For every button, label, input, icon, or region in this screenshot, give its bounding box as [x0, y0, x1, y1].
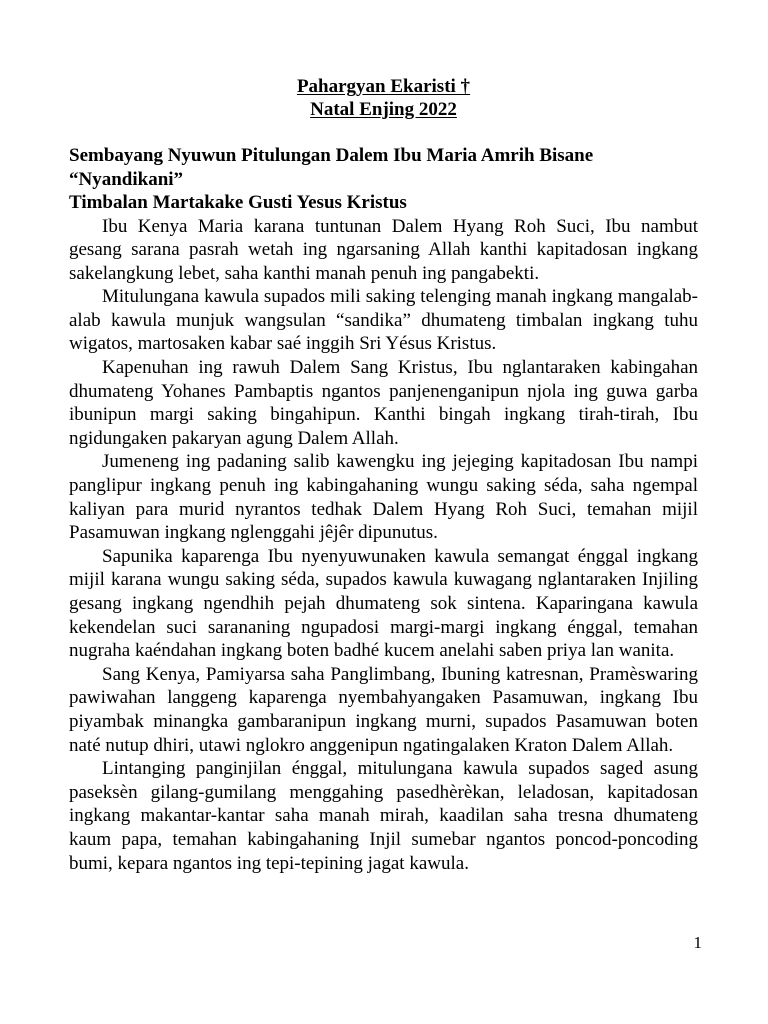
title-line-1: Pahargyan Ekaristi †	[296, 76, 471, 97]
paragraph-1: Ibu Kenya Maria karana tuntunan Dalem Hyang Roh Suci, Ibu nambut gesang sarana pasrah wetah ing ngarsaning Allah kanthi kapitadosan ingkang sakelangkung lebet, saha kanthi manah penuh ing pangabekti.	[69, 215, 698, 284]
document-title	[69, 75, 698, 121]
paragraph-7: Lintanging panginjilan énggal, mitulungana kawula supados saged asung paseksèn gilang-gumilang menggahing pasedhèrèkan, leladosan, kapitadosan ingkang makantar-kantar saha manah mirah, kaadilan saha tresna dhumateng kaum papa, temahan kabingahaning Injil sumebar ngantos poncod-poncoding bumi, kepara ngantos ing tepi-tepining jagat kawula.	[69, 758, 698, 874]
paragraph-5: Sapunika kaparenga Ibu nyenyuwunaken kawula semangat énggal ingkang mijil karana wungu saking séda, supados kawula kuwagang nglantaraken Injiling gesang ingkang ngendhih pejah dhumateng sok sintena. Kaparingana kawula kekendelan suci sarananing ngupadosi margi-margi ingkang énggal, temahan nugraha kaéndahan ingkang boten badhé kucem anelahi saben priya lan wanita.	[69, 545, 698, 662]
paragraph-6: Sang Kenya, Pamiyarsa saha Panglimbang, Ibuning katresnan, Pramèswaring pawiwahan langgeng kaparenga nyembahyangaken Pasamuwan, ingkang Ibu piyambak minangka gambaranipun ingkang murni, supados Pasamuwan boten naté nutup dhiri, utawi nglokro anggenipun ngatingalaken Kraton Dalem Allah.	[69, 663, 698, 756]
page-number: 1	[693, 933, 702, 952]
title-line-2: Natal Enjing 2022	[310, 99, 457, 120]
paragraph-4: Jumeneng ing padaning salib kawengku ing jejeging kapitadosan Ibu nampi panglipur ingkang penuh ing kabingahaning wungu saking séda, saha ngempal kaliyan para murid nyrantos tedhak Dalem Hyang Roh Suci, temahan mijil Pasamuwan ingkang nglenggahi jêjêr dipunutus.	[69, 451, 698, 544]
prayer-heading: Sembayang Nyuwun Pitulungan Dalem Ibu Maria Amrih Bisane “Nyandikani”	[69, 145, 594, 190]
page-content	[69, 75, 698, 875]
paragraph-2: Mitulungana kawula supados mili saking telenging manah ingkang mangalab-alab kawula munjuk wangsulan “sandika” dhumateng timbalan ingkang tuhu wigatos, martosaken kabar saé inggih Sri Yésus Kristus.	[69, 286, 698, 355]
section-subheading: Timbalan Martakake Gusti Yesus Kristus	[69, 192, 407, 213]
paragraph-3: Kapenuhan ing rawuh Dalem Sang Kristus, Ibu nglantaraken kabingahan dhumateng Yohanes Pambaptis ngantos panjenenganipun njola ing guwa garba ibunipun margi saking bingahipun. Kanthi bingah ingkang tirah-tirah, Ibu ngidungaken pakaryan agung Dalem Allah.	[69, 357, 698, 449]
